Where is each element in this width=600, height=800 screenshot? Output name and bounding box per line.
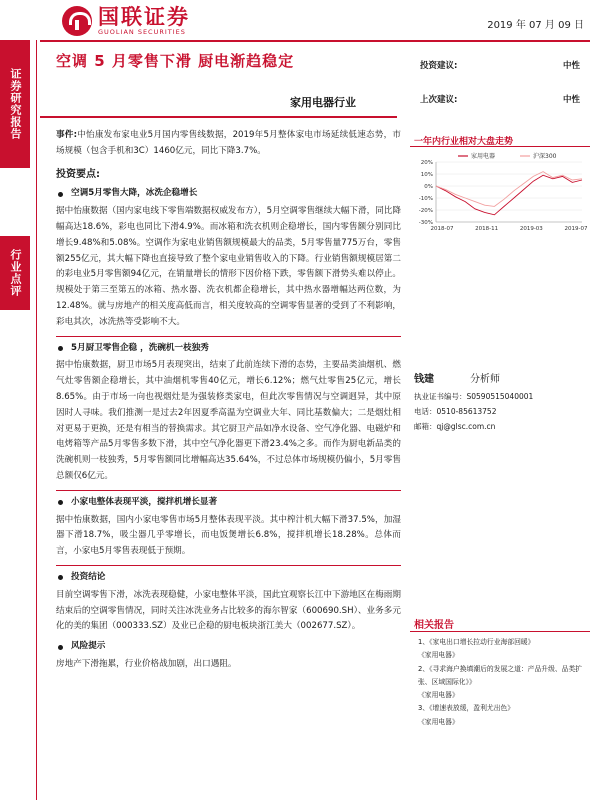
relative-performance-chart: [410, 148, 590, 238]
event-text: 中怡康发布家电业5月国内零售线数据，2019年5月整体家电市场延续低速态势，市场规模（包含手机和3C）1460亿元，同比下降3.7%。: [56, 130, 401, 156]
investment-points-title: 投资要点:: [56, 168, 100, 180]
analyst-phone: 电话：0510-85613752: [414, 407, 497, 416]
bullet-icon: [58, 500, 63, 505]
chart-title: 一年内行业相对大盘走势: [414, 137, 514, 147]
section-paragraph: 据中怡康数据，厨卫市场5月表现突出，结束了此前连续下滑的态势，主要品类油烟机、燃气灶零售额企稳增长，其中油烟机零售40亿元，增长6.12%；燃气灶零售25亿元，增长8.65%。由于市场一向也视烟灶是为强装修类家电，但此次零售情况与空调迥异，其中原因时人寻味。我们推测一是过去2年因夏季高温为空调业大年、同比基数偏大；二是烟灶相对更易于更换，还是有相当的替换需求。其它厨卫产品如净水设备、空气净化器、电磁炉和电烤箱等产品5月零售多数下滑，其中空气净化器更下滑23.4%之多。而作为厨电新品类的洗碗机则一枝独秀，5月零售额同比增幅高达35.64%，不过总体市场规模仍偏小，5月零售总额仅6亿元。: [56, 360, 401, 481]
rating-row-current: [410, 48, 590, 82]
report-body: [56, 128, 401, 673]
section-paragraph: 房地产下滑拖累，行业价格战加剧，出口遇阻。: [56, 658, 237, 669]
analyst-role: 分析师: [470, 374, 500, 385]
chart-legend-label: 沪深300: [533, 153, 557, 160]
section-heading: 投资结论: [56, 565, 401, 586]
sidebar-report-type: [0, 40, 30, 168]
section-heading: 5月厨卫零售企稳 ，洗碗机一枝独秀: [56, 336, 401, 357]
bullet-icon: [58, 346, 63, 351]
related-report-source: 《家用电器》: [418, 691, 459, 700]
event-paragraph: [56, 128, 401, 160]
bullet-icon: [58, 192, 63, 197]
sidebar-report-category: [0, 236, 30, 310]
chart-y-tick-label: 10%: [420, 172, 433, 178]
chart-x-tick-label: 2019-03: [519, 226, 543, 232]
related-report-source: 《家用电器》: [418, 717, 459, 726]
logo-name-en: GUOLIAN SECURITIES: [98, 28, 186, 36]
chart-x-tick-label: 2019-07: [564, 226, 588, 232]
rating-panel: [410, 48, 590, 116]
bullet-icon: [58, 645, 63, 650]
report-title: 空调 5 月零售下滑 厨电渐趋稳定: [56, 52, 295, 70]
related-report-source: 《家用电器》: [418, 651, 459, 660]
chart-y-tick-label: -20%: [418, 208, 433, 214]
chart-legend-label: 家用电器: [471, 153, 496, 160]
chart-x-tick-label: 2018-07: [430, 226, 454, 232]
section-paragraph: 据中怡康数据（国内家电线下零售端数据权威发布方），5月空调零售继续大幅下滑，同比降幅高达18.6%，彩电也同比下滑4.9%。而冰箱和洗衣机则企稳增长，国内零售额分别同比增长9.48%和5.08%。空调作为家电业销售额规模最大的品类，5月零售量775万台，零售额255亿元，其大幅下降也直接导致了整个家电业销售收入的下降。行业销售额规模居第二的彩电业5月零售额94亿元，在销量增长的情形下因价格下跌，零售额下滑势头难以停止。规模处于第三至第五的冰箱、热水器、洗衣机都企稳增长，其中热水器增幅达两位数，为12.48%。就与房地产的相关度高低而言，相关度较高的空调零售显著的受到了不利影响，彩电其次，冰洗热等受影响不大。: [56, 206, 401, 327]
related-reports-list: [418, 636, 588, 729]
section-paragraph: 据中怡康数据，国内小家电零售市场5月整体表现平淡。其中榨汁机大幅下滑37.5%，加湿器下滑18.7%，吸尘器几乎零增长，而电饭煲增长6.8%，搅拌机增长18.28%。总体而言，小家电5月零售表现低于预期。: [56, 514, 401, 557]
industry-label: 家用电器行业: [290, 96, 356, 109]
analyst-name: 钱建: [414, 374, 434, 385]
analyst-email[interactable]: 邮箱：qj@glsc.com.cn: [414, 422, 496, 431]
bullet-icon: [58, 575, 63, 580]
company-logo: [62, 4, 190, 38]
sidebar-report-type-label: 证券研究报告: [9, 68, 22, 140]
logo-name: 国联证券: [98, 5, 190, 29]
event-label: 事件:: [56, 130, 78, 140]
related-report-item[interactable]: 3、《增速表放缓，盈利尤出色》: [418, 704, 515, 713]
chart-y-tick-label: -30%: [418, 220, 433, 226]
rating-label: 上次建议:: [420, 95, 458, 105]
section-heading: 风险提示: [56, 639, 401, 655]
header-divider: [40, 40, 590, 42]
chart-divider: [410, 146, 590, 147]
related-report-item[interactable]: 2、《寻求海户换填潮后的发展之道：产品升级、品类扩张、区域国际化》》: [418, 664, 583, 686]
analyst-license: 执业证书编号：S0590515040001: [414, 392, 534, 401]
report-date: 2019 年 07 月 09 日: [487, 20, 584, 31]
chart-y-tick-label: 20%: [420, 160, 433, 166]
related-divider: [410, 631, 590, 632]
sidebar-report-category-label: 行业点评: [9, 249, 22, 297]
analyst-info: [414, 372, 590, 434]
rating-value: 中性: [562, 95, 580, 105]
section-heading: 小家电整体表现平淡，搅拌机增长显著: [56, 490, 401, 511]
chart-y-tick-label: -10%: [418, 196, 433, 202]
logo-mark-icon: [62, 6, 92, 36]
related-report-item[interactable]: 1、《家电出口增长拉动行业海部回暖》: [418, 638, 535, 646]
rating-value: 中性: [562, 61, 580, 71]
rating-label: 投资建议:: [420, 61, 458, 71]
rating-row-previous: [410, 82, 590, 116]
sidebar-divider: [36, 40, 37, 800]
chart-y-tick-label: 0%: [424, 184, 433, 190]
chart-x-tick-label: 2018-11: [475, 226, 499, 232]
section-paragraph: 目前空调零售下滑，冰洗表现稳健，小家电整体平淡，国此宜观察长江中下游地区在梅雨期结束后的空调零售情况，同时关注冰洗业务占比较多的海尔智家（600690.SH）、业务多元化的美的集团（000333.SZ）及业已企稳的厨电板块浙江美大（002677.SZ）。: [56, 589, 401, 632]
section-heading: 空调5月零售大降，冰洗企稳增长: [56, 186, 401, 202]
related-reports-title: 相关报告: [414, 620, 454, 631]
title-divider: [40, 116, 397, 118]
